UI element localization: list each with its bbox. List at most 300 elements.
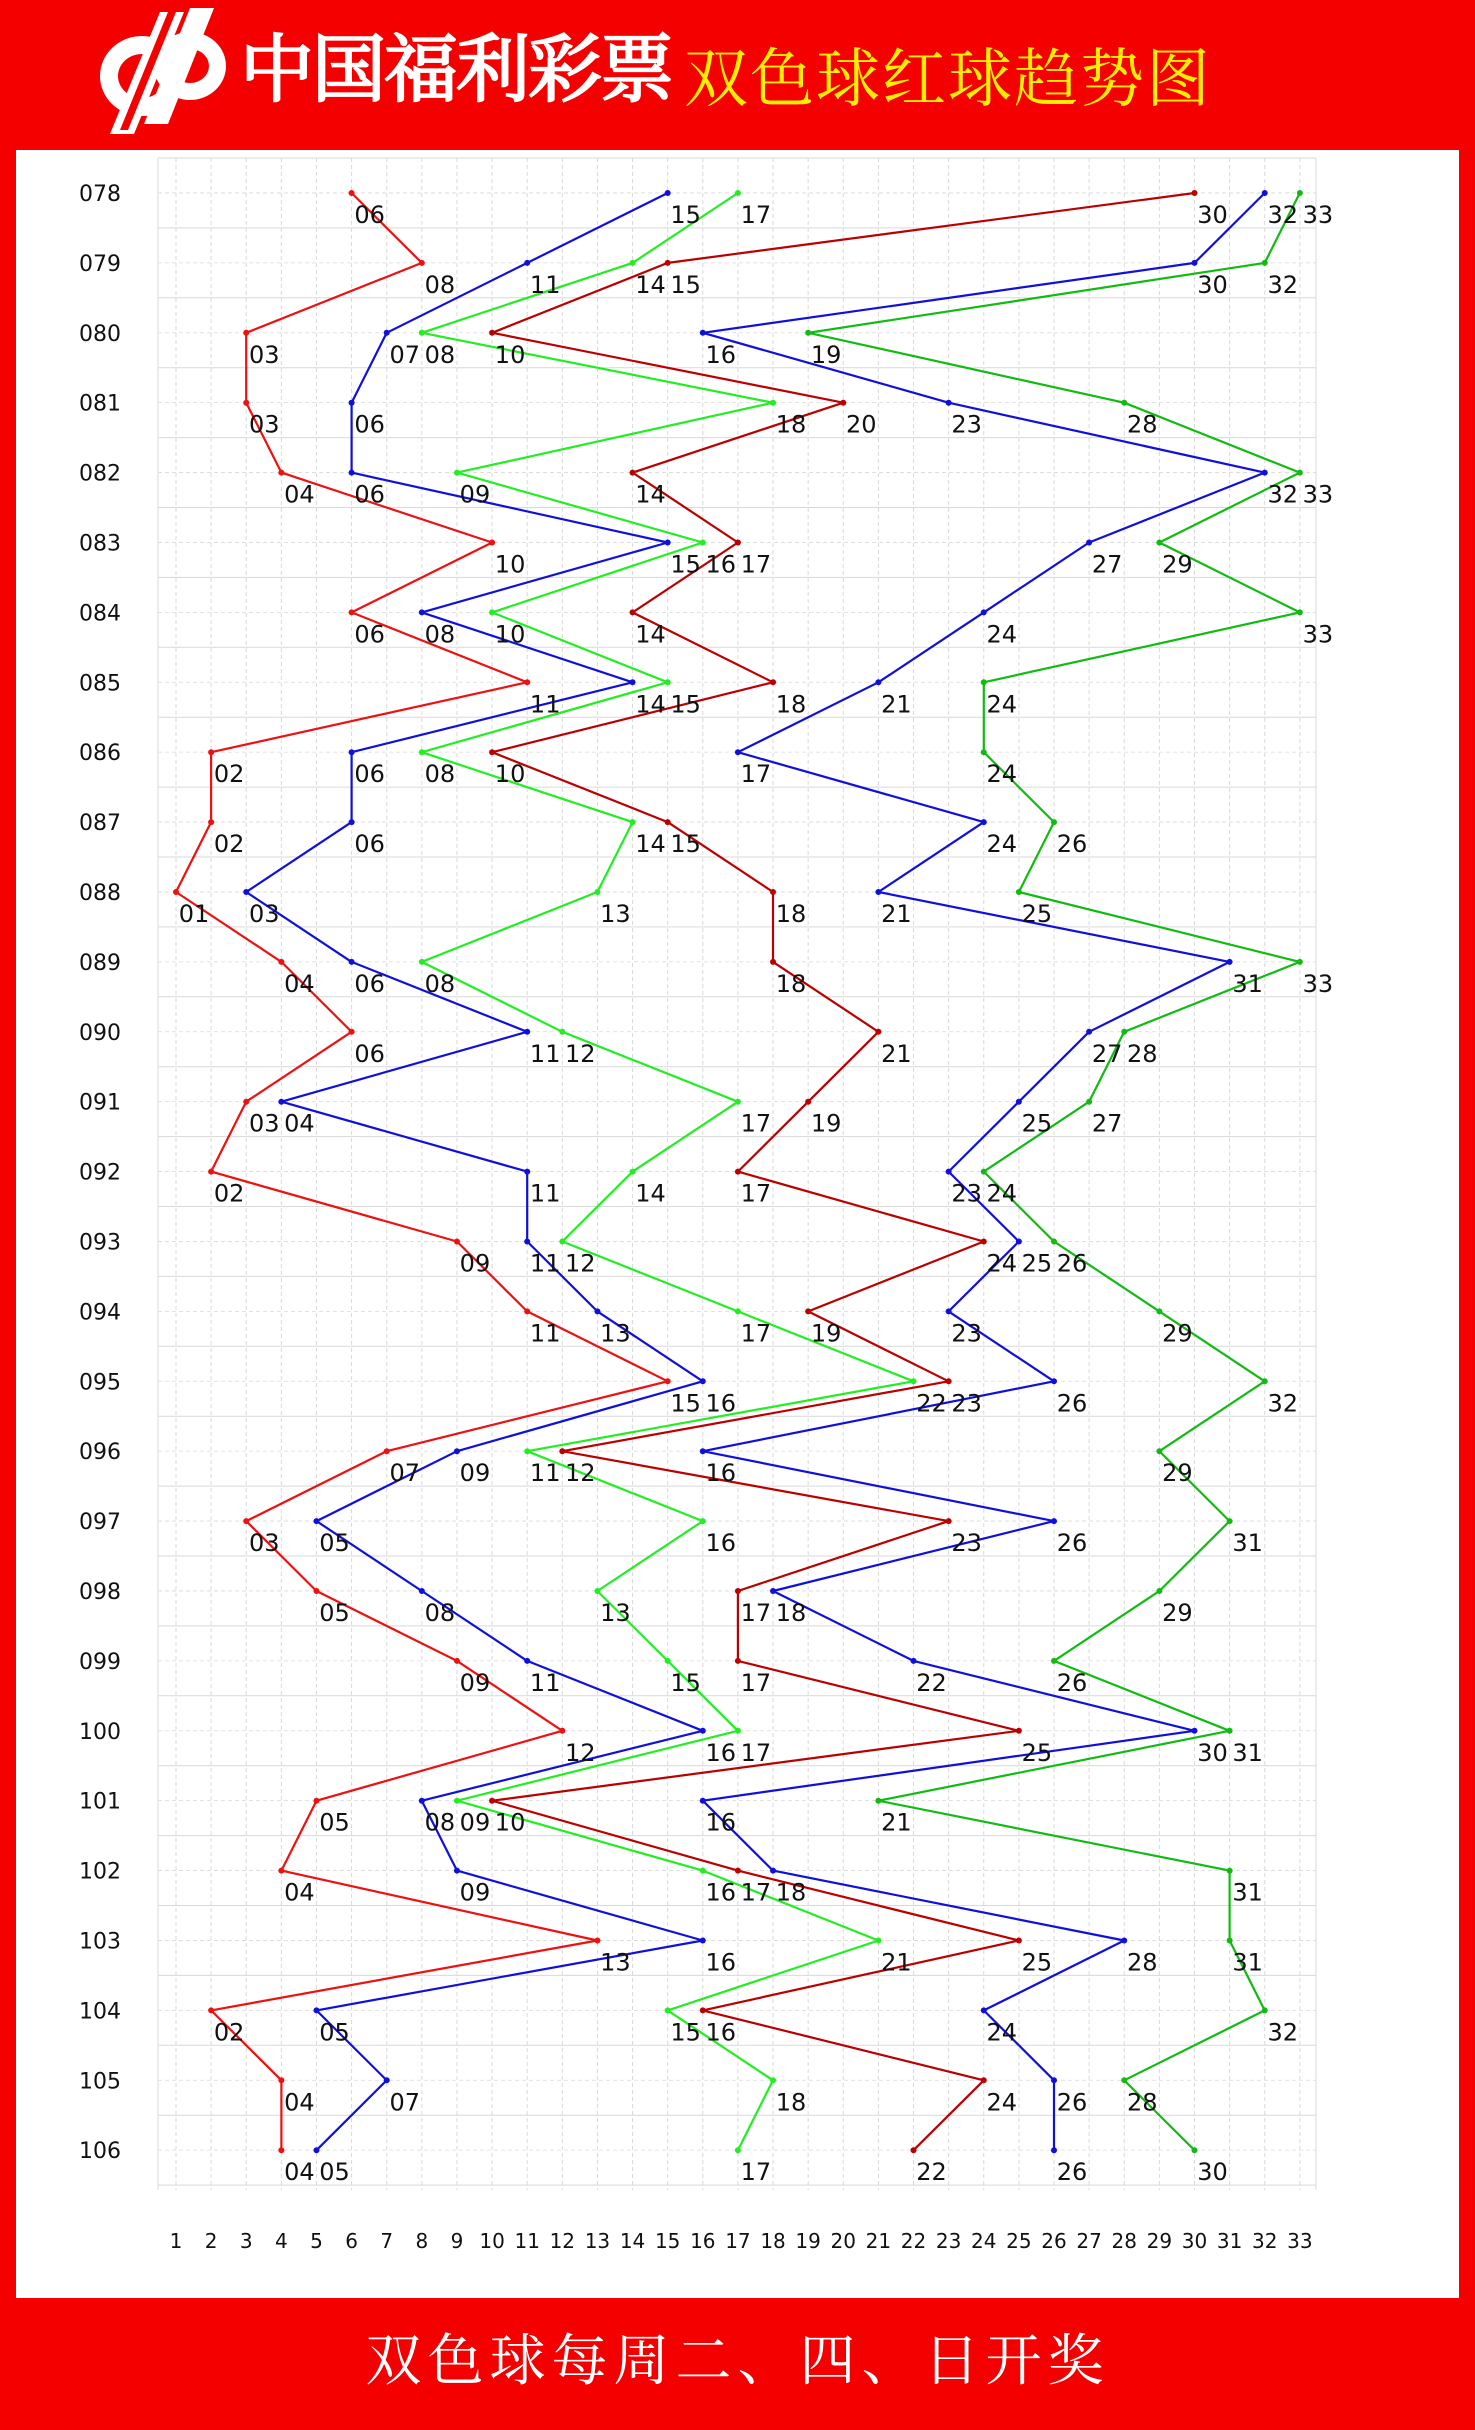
series-point [243, 1518, 249, 1524]
series-point [1191, 260, 1197, 266]
ball-number-label: 14 [635, 1179, 666, 1208]
series-point [1191, 1728, 1197, 1734]
x-tick-label: 3 [239, 2229, 253, 2253]
ball-number-label: 21 [881, 1039, 912, 1068]
ball-number-label: 21 [881, 900, 912, 928]
series-point [243, 330, 249, 336]
series-point [419, 1588, 425, 1594]
ball-number-label: 26 [1056, 1249, 1088, 1278]
ball-number-label: 05 [319, 1599, 350, 1627]
ball-number-label: 28 [1126, 2088, 1158, 2117]
series-point [419, 260, 425, 266]
draw-number-label: 081 [79, 391, 121, 417]
series-point [1191, 190, 1197, 196]
ball-number-label: 30 [1197, 201, 1228, 229]
ball-number-label: 22 [916, 1389, 947, 1418]
ball-number-label: 16 [705, 340, 737, 369]
ball-number-label: 09 [459, 1808, 491, 1837]
ball-number-label: 26 [1056, 1668, 1088, 1697]
draw-number-label: 103 [79, 1929, 121, 1955]
x-tick-label: 23 [935, 2229, 962, 2253]
draw-number-label: 078 [79, 182, 121, 207]
ball-number-label: 27 [1091, 1109, 1123, 1138]
series-point [700, 1378, 706, 1384]
series-point [875, 1938, 881, 1944]
ball-number-label: 32 [1267, 270, 1298, 299]
series-point [173, 889, 179, 895]
ball-number-label: 31 [1232, 969, 1263, 998]
x-tick-label: 2 [204, 2229, 218, 2253]
x-tick-label: 19 [795, 2229, 821, 2253]
series-point [384, 1448, 390, 1454]
ball-number-label: 22 [916, 2158, 947, 2187]
series-point [946, 400, 952, 406]
ball-number-label: 09 [459, 1459, 491, 1488]
ball-number-label: 25 [1021, 900, 1053, 928]
ball-number-label: 11 [529, 1459, 561, 1488]
series-point [1051, 1378, 1057, 1384]
series-point [278, 1868, 284, 1874]
draw-number-label: 100 [79, 1719, 121, 1745]
ball-number-label: 13 [600, 1948, 631, 1977]
ball-number-label: 08 [424, 760, 456, 789]
x-tick-label: 9 [450, 2229, 464, 2253]
series-point [735, 1588, 741, 1594]
ball-number-label: 18 [775, 969, 807, 998]
series-point [946, 1169, 952, 1175]
draw-number-labels [79, 182, 121, 2164]
series-point [981, 2077, 987, 2083]
ball-number-label: 12 [565, 1459, 596, 1488]
series-point [489, 609, 495, 615]
ball-number-label: 31 [1232, 1529, 1263, 1558]
ball-number-label: 01 [178, 900, 210, 928]
chart-panel [16, 150, 1459, 2298]
series-point [1156, 1588, 1162, 1594]
ball-number-label: 14 [635, 690, 666, 719]
series-point [946, 1308, 952, 1314]
series-point [735, 1658, 741, 1664]
draw-number-label: 104 [79, 1999, 121, 2025]
draw-number-label: 102 [79, 1859, 121, 1885]
ball-number-label: 06 [354, 760, 385, 789]
ball-number-label: 18 [775, 410, 807, 439]
ball-number-label: 09 [459, 1668, 491, 1697]
x-tick-label: 8 [415, 2229, 429, 2253]
ball-number-label: 26 [1056, 2158, 1088, 2187]
ball-number-label: 07 [389, 1459, 420, 1488]
series-point [630, 609, 636, 615]
series-point [840, 400, 846, 406]
series-point [665, 1658, 671, 1664]
ball-number-label: 05 [319, 1529, 350, 1558]
series-point [1191, 2147, 1197, 2153]
series-point [700, 1868, 706, 1874]
welfare-lottery-logo-icon [72, 4, 232, 140]
ball-number-label: 02 [213, 760, 245, 789]
ball-number-label: 17 [740, 1599, 772, 1627]
series-point [665, 679, 671, 685]
ball-number-label: 25 [1021, 1109, 1053, 1138]
ball-number-label: 25 [1021, 1249, 1053, 1278]
ball-number-label: 16 [705, 1738, 737, 1767]
x-tick-label: 10 [479, 2229, 505, 2253]
ball-number-label: 10 [494, 340, 526, 369]
series-point [454, 1448, 460, 1454]
ball-number-label: 18 [775, 1878, 807, 1907]
draw-number-label: 093 [79, 1230, 121, 1256]
series-point [594, 1308, 600, 1314]
series-point [243, 400, 249, 406]
ball-number-label: 31 [1232, 1738, 1263, 1767]
series-point [735, 1868, 741, 1874]
series-point [1121, 1029, 1127, 1035]
ball-number-label: 16 [705, 1808, 737, 1837]
series-point [735, 1308, 741, 1314]
x-tick-label: 24 [971, 2229, 997, 2253]
series-point [630, 679, 636, 685]
series-point [981, 749, 987, 755]
draw-number-label: 105 [79, 2069, 121, 2095]
series-point [875, 889, 881, 895]
series-point [1086, 540, 1092, 546]
ball-number-label: 31 [1232, 1948, 1263, 1977]
ball-number-label: 14 [635, 830, 666, 859]
x-tick-label: 31 [1216, 2229, 1243, 2253]
series-point [1121, 400, 1127, 406]
series-point [313, 1798, 319, 1804]
draw-number-label: 094 [79, 1300, 121, 1326]
x-tick-label: 11 [514, 2229, 540, 2253]
series-point [208, 1169, 214, 1175]
series-point [1051, 2147, 1057, 2153]
series-point [981, 819, 987, 825]
ball-number-label: 02 [213, 830, 245, 859]
series-point [349, 749, 355, 755]
series-point [1262, 470, 1268, 476]
ball-number-label: 06 [354, 201, 385, 229]
ball-number-label: 03 [248, 340, 280, 369]
series-point [665, 260, 671, 266]
ball-number-label: 06 [354, 410, 385, 439]
series-point [1016, 1099, 1022, 1105]
ball-number-label: 17 [740, 1179, 772, 1208]
ball-number-label: 09 [459, 1878, 491, 1907]
series-point [349, 609, 355, 615]
draw-number-label: 101 [79, 1789, 121, 1815]
x-tick-label: 18 [760, 2229, 786, 2253]
draw-number-label: 091 [79, 1090, 121, 1116]
x-tick-label: 33 [1287, 2229, 1313, 2253]
draw-number-label: 087 [79, 811, 121, 837]
ball-number-label: 24 [986, 620, 1018, 649]
ball-number-label: 23 [951, 1389, 982, 1418]
series-point [419, 1798, 425, 1804]
ball-number-label: 17 [740, 550, 772, 579]
ball-number-label: 23 [951, 410, 982, 439]
ball-number-label: 11 [529, 1249, 561, 1278]
series-point [243, 889, 249, 895]
ball-number-label: 27 [1091, 1039, 1123, 1068]
x-tick-label: 32 [1251, 2229, 1278, 2253]
ball-number-label: 08 [424, 270, 456, 299]
series-point [770, 959, 776, 965]
series-point [1262, 260, 1268, 266]
ball-number-label: 16 [705, 2018, 737, 2047]
ball-number-label: 28 [1126, 1039, 1158, 1068]
ball-number-label: 08 [424, 969, 456, 998]
series-point [384, 2077, 390, 2083]
ball-number-label: 27 [1091, 550, 1123, 579]
series-point [313, 2007, 319, 2013]
series-point [524, 1448, 530, 1454]
series-point [911, 1378, 917, 1384]
series-point [805, 330, 811, 336]
series-point [454, 470, 460, 476]
ball-number-label: 24 [986, 1179, 1018, 1208]
ball-number-label: 04 [284, 2158, 315, 2187]
draw-number-label: 085 [79, 671, 121, 697]
series-point [278, 2147, 284, 2153]
series-point [559, 1728, 565, 1734]
series-point [1297, 470, 1303, 476]
ball-number-label: 30 [1197, 2158, 1228, 2187]
series-point [735, 190, 741, 196]
series-point [1227, 1728, 1233, 1734]
footer-banner [0, 2300, 1475, 2430]
ball-number-label: 04 [284, 480, 315, 509]
series-point [1051, 1658, 1057, 1664]
draw-number-label: 099 [79, 1649, 121, 1675]
series-point [278, 959, 284, 965]
x-tick-label: 16 [690, 2229, 716, 2253]
series-point [1121, 2077, 1127, 2083]
x-tick-label: 12 [549, 2229, 576, 2253]
ball-number-label: 04 [284, 969, 315, 998]
series-point [454, 1868, 460, 1874]
ball-number-label: 17 [740, 201, 772, 229]
series-point [208, 819, 214, 825]
ball-number-label: 16 [705, 1389, 737, 1418]
series-point [349, 190, 355, 196]
series-point [1262, 2007, 1268, 2013]
series-point [1297, 190, 1303, 196]
series-point [594, 1938, 600, 1944]
ball-number-label: 03 [248, 410, 280, 439]
ball-number-label: 09 [459, 480, 491, 509]
x-tick-label: 15 [654, 2229, 681, 2253]
x-tick-label: 13 [584, 2229, 611, 2253]
series-point [454, 1658, 460, 1664]
series-point [630, 819, 636, 825]
ball-number-label: 19 [810, 1109, 842, 1138]
series-point [524, 1308, 530, 1314]
series-point [946, 1378, 952, 1384]
ball-number-label: 25 [1021, 1948, 1053, 1977]
series-point [384, 330, 390, 336]
ball-number-label: 21 [881, 1808, 912, 1837]
page-title: 双色球红球趋势图 [684, 43, 1212, 117]
ball-number-label: 16 [705, 1529, 737, 1558]
x-tick-label: 5 [310, 2229, 323, 2253]
trend-chart [16, 150, 1459, 2298]
ball-number-label: 08 [424, 340, 456, 369]
ball-number-label: 19 [810, 1319, 842, 1348]
series-point [630, 260, 636, 266]
draw-number-label: 097 [79, 1510, 121, 1536]
x-tick-label: 22 [900, 2229, 927, 2253]
series-point [981, 2007, 987, 2013]
series-point [700, 330, 706, 336]
series-point [770, 679, 776, 685]
series-point [208, 2007, 214, 2013]
series-point [875, 1798, 881, 1804]
x-tick-label: 7 [380, 2229, 394, 2253]
series-point [735, 1099, 741, 1105]
series-point [1051, 1239, 1057, 1245]
series-point [805, 1308, 811, 1314]
ball-number-label: 14 [635, 480, 666, 509]
series-point [1156, 1448, 1162, 1454]
draw-number-label: 092 [79, 1160, 121, 1186]
series-point [1262, 190, 1268, 196]
ball-number-label: 14 [635, 620, 666, 649]
series-point [313, 2147, 319, 2153]
series-point [981, 609, 987, 615]
series-point [665, 819, 671, 825]
series-point [208, 749, 214, 755]
ball-number-label: 24 [986, 690, 1018, 719]
ball-number-label: 28 [1126, 1948, 1158, 1977]
ball-number-label: 32 [1267, 2018, 1298, 2047]
draw-number-label: 088 [79, 881, 121, 906]
ball-number-label: 30 [1197, 1738, 1228, 1767]
series-point [349, 1029, 355, 1035]
header-banner [0, 0, 1475, 148]
ball-number-label: 04 [284, 1878, 315, 1907]
series-point [1051, 819, 1057, 825]
ball-number-label: 18 [775, 1599, 807, 1627]
ball-number-label: 24 [986, 1249, 1018, 1278]
series-point [349, 819, 355, 825]
ball-number-label: 10 [494, 1808, 526, 1837]
ball-number-label: 15 [670, 1389, 701, 1418]
ball-number-label: 23 [951, 1179, 982, 1208]
ball-number-label: 29 [1162, 1319, 1193, 1348]
ball-number-label: 26 [1056, 1529, 1088, 1558]
series-point [489, 1798, 495, 1804]
series-point [524, 1658, 530, 1664]
ball-number-label: 17 [740, 1319, 772, 1348]
draw-number-label: 089 [79, 950, 121, 976]
ball-number-label: 23 [951, 1319, 982, 1348]
ball-number-label: 02 [213, 1179, 245, 1208]
series-point [1016, 1938, 1022, 1944]
ball-number-label: 26 [1056, 1389, 1088, 1418]
x-tick-label: 17 [725, 2229, 751, 2253]
ball-number-label: 06 [354, 830, 385, 859]
ball-number-label: 12 [565, 1039, 596, 1068]
series-point [1227, 959, 1233, 965]
series-point [770, 2077, 776, 2083]
x-tick-label: 4 [274, 2229, 288, 2253]
ball-number-label: 11 [529, 1319, 561, 1348]
ball-number-label: 16 [705, 1948, 737, 1977]
series-point [1227, 1868, 1233, 1874]
series-point [805, 1099, 811, 1105]
x-tick-label: 6 [345, 2229, 358, 2253]
ball-number-label: 18 [775, 900, 807, 928]
series-point [665, 1378, 671, 1384]
ball-number-label: 05 [319, 1808, 350, 1837]
ball-number-label: 17 [740, 2158, 772, 2187]
ball-number-label: 09 [459, 1249, 491, 1278]
series-point [454, 1239, 460, 1245]
ball-number-label: 12 [565, 1249, 596, 1278]
ball-number-label: 17 [740, 1109, 772, 1138]
series-point [700, 1518, 706, 1524]
ball-number-label: 24 [986, 830, 1018, 859]
ball-number-label: 11 [529, 1668, 561, 1697]
series-point [735, 540, 741, 546]
series-point [524, 260, 530, 266]
series-point [665, 190, 671, 196]
x-tick-label: 25 [1006, 2229, 1032, 2253]
series-point [489, 330, 495, 336]
series-point [594, 889, 600, 895]
series-point [313, 1518, 319, 1524]
ball-number-label: 31 [1232, 1878, 1263, 1907]
series-point [735, 1169, 741, 1175]
ball-number-label: 32 [1267, 201, 1298, 229]
series-point [1051, 2077, 1057, 2083]
ball-number-label: 28 [1126, 410, 1158, 439]
ball-number-label: 15 [670, 201, 701, 229]
ball-number-label: 33 [1302, 969, 1334, 998]
series-point [559, 1448, 565, 1454]
series-point [1016, 889, 1022, 895]
ball-number-label: 21 [881, 1948, 912, 1977]
ball-number-label: 29 [1162, 1459, 1193, 1488]
ball-number-label: 25 [1021, 1738, 1053, 1767]
series-point [524, 1029, 530, 1035]
series-point [419, 959, 425, 965]
ball-number-label: 15 [670, 550, 701, 579]
series-point [559, 1029, 565, 1035]
series-point [981, 1169, 987, 1175]
series-point [770, 400, 776, 406]
x-tick-label: 26 [1041, 2229, 1067, 2253]
series-point [594, 1588, 600, 1594]
series-point [1051, 1518, 1057, 1524]
series-point [911, 2147, 917, 2153]
draw-schedule-text: 双色球每周二、四、日开奖 [365, 2329, 1110, 2394]
ball-number-label: 05 [319, 2018, 350, 2047]
series-point [1227, 1518, 1233, 1524]
draw-number-label: 083 [79, 531, 121, 557]
series-point [911, 1658, 917, 1664]
ball-number-label: 06 [354, 969, 385, 998]
x-tick-label: 1 [169, 2229, 183, 2253]
series-point [700, 1798, 706, 1804]
ball-number-label: 06 [354, 620, 385, 649]
series-point [735, 2147, 741, 2153]
series-point [946, 1518, 952, 1524]
series-point [419, 330, 425, 336]
series-point [770, 1868, 776, 1874]
ball-number-label: 29 [1162, 550, 1193, 579]
ball-number-label: 07 [389, 340, 420, 369]
